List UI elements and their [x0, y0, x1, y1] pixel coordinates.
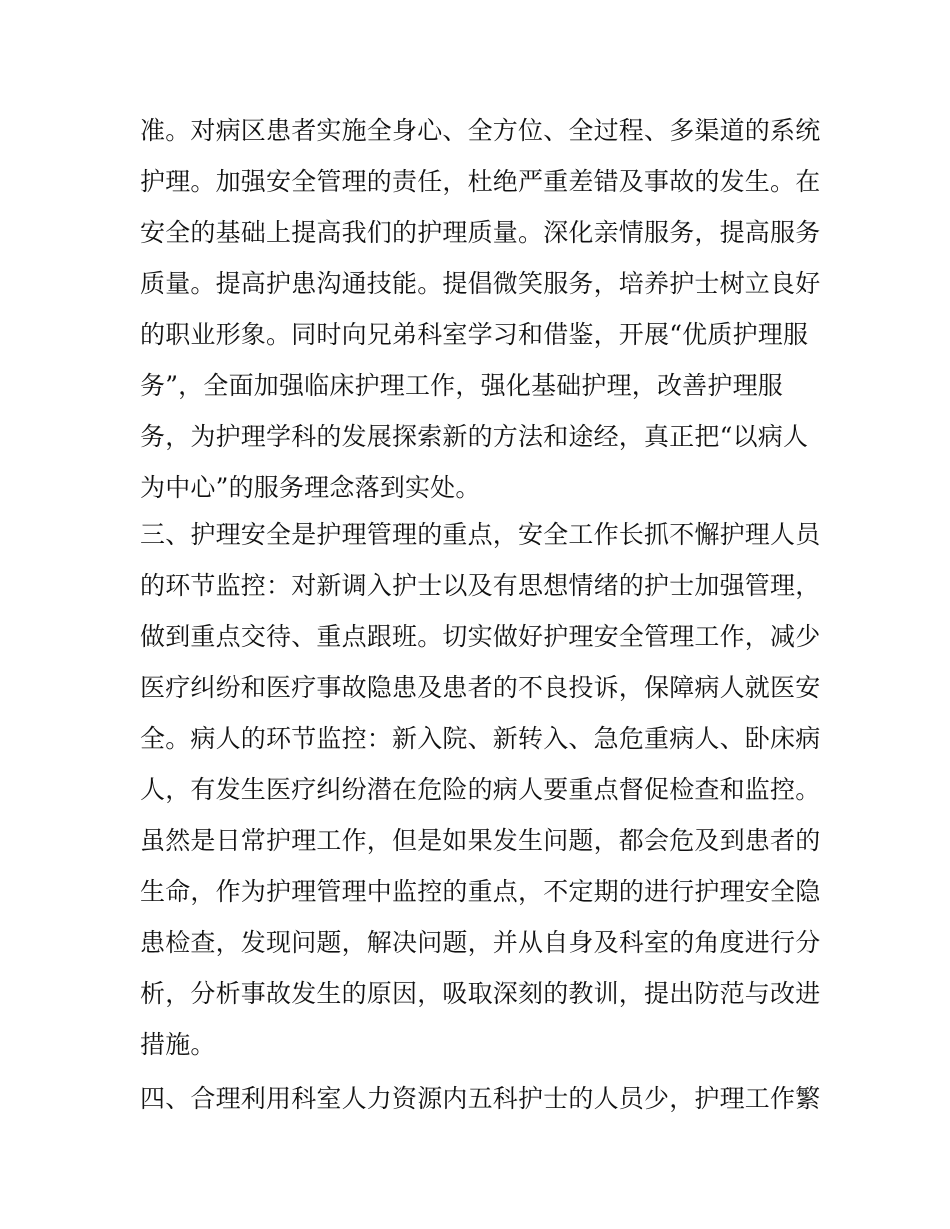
text-line: 患检查，发现问题，解决问题，并从自身及科室的角度进行分 — [140, 928, 821, 957]
text-line: 人，有发生医疗纠纷潜在危险的病人要重点督促检查和监控。 — [140, 775, 821, 804]
text-line: 为中心”的服务理念落到实处。 — [140, 473, 481, 502]
text-line: 措施。 — [140, 1030, 216, 1059]
section-heading-line: 三、护理安全是护理管理的重点，安全工作长抓不懈护理人员 — [140, 520, 821, 549]
text-line: 做到重点交待、重点跟班。切实做好护理安全管理工作，减少 — [140, 622, 821, 651]
text-line: 生命，作为护理管理中监控的重点，不定期的进行护理安全隐 — [140, 877, 821, 906]
text-line: 质量。提高护患沟通技能。提倡微笑服务，培养护士树立良好 — [140, 269, 821, 298]
text-line: 全。病人的环节监控：新入院、新转入、急危重病人、卧床病 — [140, 724, 821, 753]
text-line: 的环节监控：对新调入护士以及有思想情绪的护士加强管理， — [140, 571, 821, 600]
text-line: 护理。加强安全管理的责任，杜绝严重差错及事故的发生。在 — [140, 167, 821, 196]
text-line: 虽然是日常护理工作，但是如果发生问题，都会危及到患者的 — [140, 826, 821, 855]
text-line: 析，分析事故发生的原因，吸取深刻的教训，提出防范与改进 — [140, 979, 821, 1008]
text-line: 安全的基础上提高我们的护理质量。深化亲情服务，提高服务 — [140, 218, 821, 247]
text-line: 准。对病区患者实施全身心、全方位、全过程、多渠道的系统 — [140, 116, 821, 145]
text-line: 务，为护理学科的发展探索新的方法和途经，真正把“以病人 — [140, 422, 809, 451]
text-line: 务”，全面加强临床护理工作，强化基础护理，改善护理服 — [140, 371, 783, 400]
text-line: 医疗纠纷和医疗事故隐患及患者的不良投诉，保障病人就医安 — [140, 673, 821, 702]
text-line: 的职业形象。同时向兄弟科室学习和借鉴，开展“优质护理服 — [140, 320, 809, 349]
section-heading-line: 四、合理利用科室人力资源内五科护士的人员少，护理工作繁 — [140, 1084, 821, 1113]
